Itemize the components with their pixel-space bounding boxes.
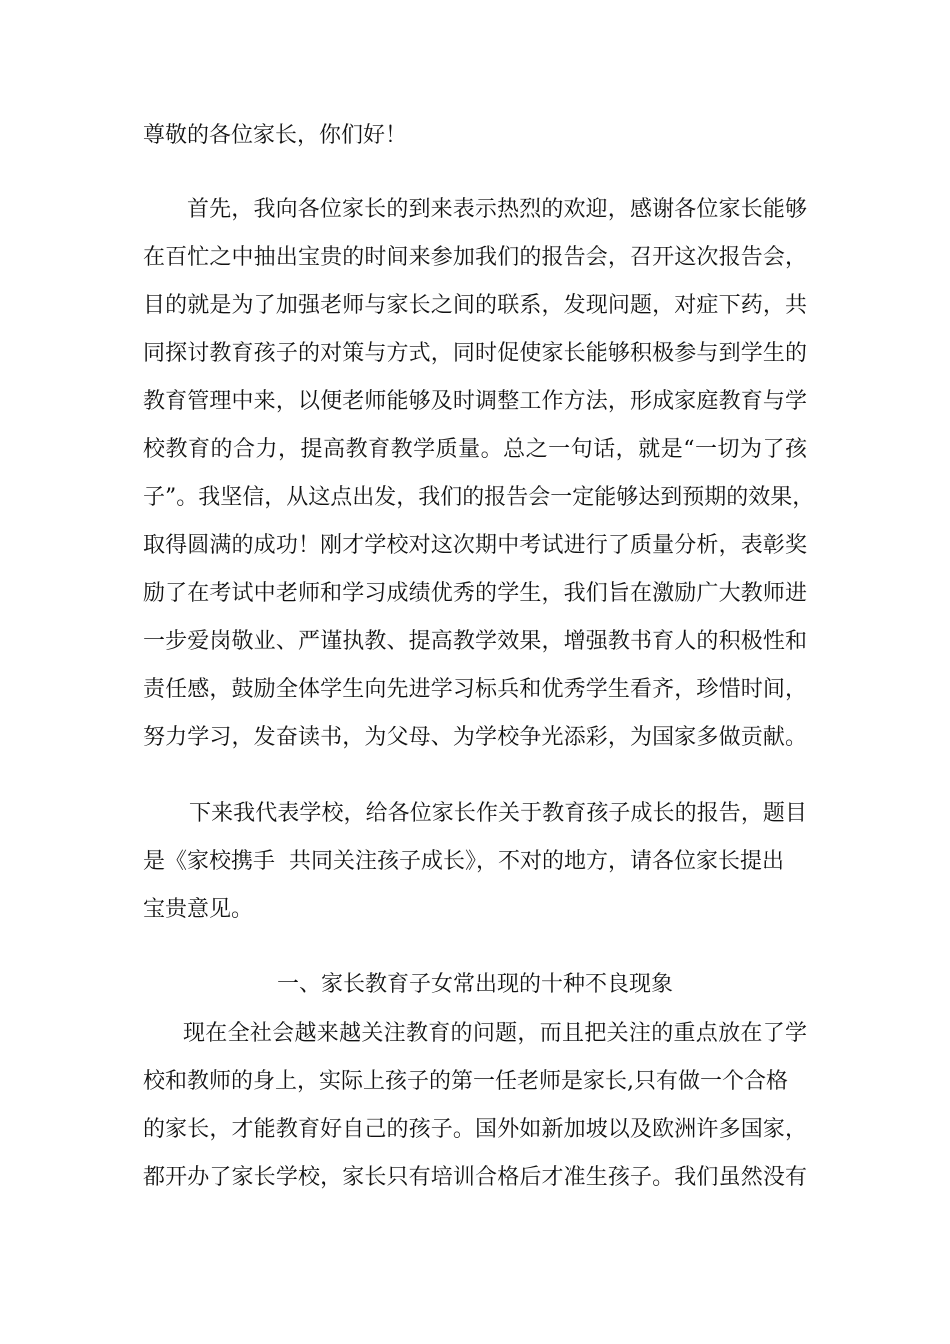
paragraph-1-line-7: 子”。我坚信，从这点出发，我们的报告会一定能够达到预期的效果，: [143, 485, 815, 510]
paragraph-1-line-4: 同探讨教育孩子的对策与方式，同时促使家长能够积极参与到学生的: [143, 341, 807, 366]
paragraph-2-line-3: 宝贵意见。: [143, 897, 254, 922]
paragraph-1-line-1: 首先，我向各位家长的到来表示热烈的欢迎，感谢各位家长能够: [187, 197, 807, 222]
section-heading: 一、家长教育子女常出现的十种不良现象: [276, 972, 673, 997]
paragraph-3-line-4: 都开办了家长学校，家长只有培训合格后才准生孩子。我们虽然没有: [143, 1165, 807, 1190]
paragraph-1-line-6: 校教育的合力，提高教育教学质量。总之一句话，就是“一切为了孩: [143, 437, 807, 462]
paragraph-2-line-2: 是《家校携手 共同关注孩子成长》，不对的地方，请各位家长提出: [143, 849, 784, 874]
paragraph-1-line-12: 努力学习，发奋读书，为父母、为学校争光添彩，为国家多做贡献。: [143, 725, 807, 750]
paragraph-1-line-5: 教育管理中来，以便老师能够及时调整工作方法，形成家庭教育与学: [143, 389, 807, 414]
greeting-line: 尊敬的各位家长，你们好！: [143, 123, 408, 148]
paragraph-1-line-11: 责任感，鼓励全体学生向先进学习标兵和优秀学生看齐，珍惜时间，: [143, 677, 807, 702]
paragraph-3-line-2: 校和教师的身上，实际上孩子的第一任老师是家长,只有做一个合格: [143, 1069, 788, 1094]
paragraph-1-line-9: 励了在考试中老师和学习成绩优秀的学生，我们旨在激励广大教师进: [143, 581, 807, 606]
paragraph-1-line-8: 取得圆满的成功！刚才学校对这次期中考试进行了质量分析，表彰奖: [143, 533, 807, 558]
paragraph-2-line-1: 下来我代表学校，给各位家长作关于教育孩子成长的报告，题目: [189, 801, 807, 826]
paragraph-3-line-3: 的家长，才能教育好自己的孩子。国外如新加坡以及欧洲许多国家，: [143, 1117, 807, 1142]
paragraph-1-line-3: 目的就是为了加强老师与家长之间的联系，发现问题，对症下药，共: [143, 293, 807, 318]
paragraph-1-line-10: 一步爱岗敬业、严谨执教、提高教学效果，增强教书育人的积极性和: [143, 629, 807, 654]
paragraph-1-line-2: 在百忙之中抽出宝贵的时间来参加我们的报告会，召开这次报告会，: [143, 245, 807, 270]
paragraph-3-line-1: 现在全社会越来越关注教育的问题，而且把关注的重点放在了学: [183, 1021, 807, 1046]
